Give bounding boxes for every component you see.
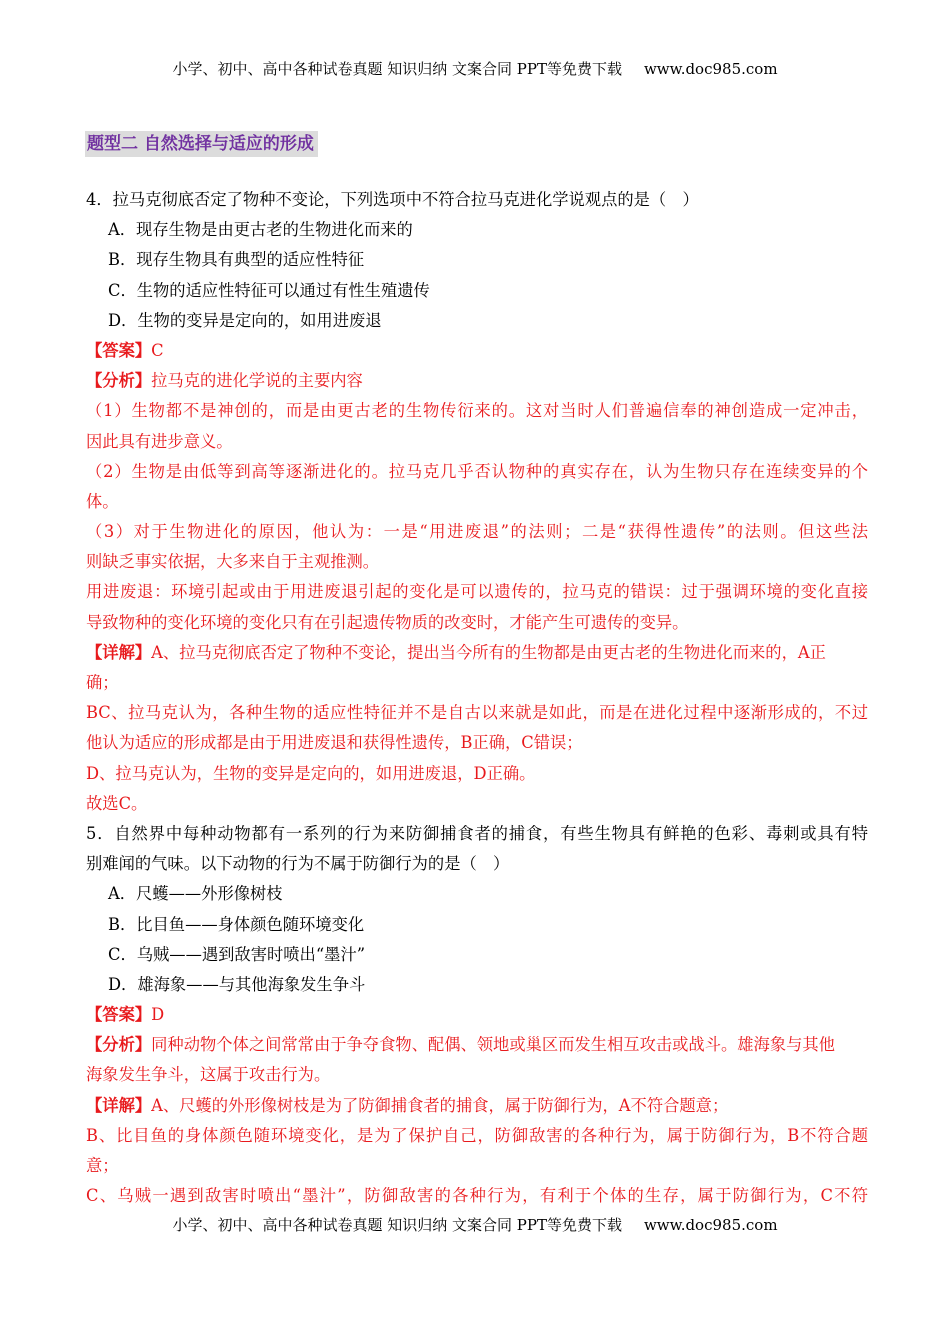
question-content <box>86 185 868 1211</box>
q5-option-d: D．雄海象——与其他海象发生争斗 <box>108 974 366 994</box>
section-title: 题型二 自然选择与适应的形成 <box>85 131 318 157</box>
q4-analysis-line: 导致物种的变化环境的变化只有在引起遗传物质的改变时，才能产生可遗传的变异。 <box>86 612 689 632</box>
answer-value: C <box>151 340 164 360</box>
q4-option-d: D．生物的变异是定向的，如用进废退 <box>108 310 382 330</box>
q4-detail-line: BC、拉马克认为，各种生物的适应性特征并不是自古以来就是如此，而是在进化过程中逐渐形成的，不过 <box>86 703 868 723</box>
q5-detail-line: 意； <box>86 1156 119 1175</box>
q4-analysis-line: 则缺乏事实依据，大多来自于主观推测。 <box>86 552 380 572</box>
q5-analysis-line: 海象发生争斗，这属于攻击行为。 <box>86 1065 331 1085</box>
q4-analysis-line: 因此具有进步意义。 <box>86 431 233 451</box>
analysis-label: 【分析】 <box>86 1035 152 1055</box>
q4-analysis-line: （1）生物都不是神创的，而是由更古老的生物传衍来的。这对当时人们普遍信奉的神创造成一定冲击， <box>86 401 868 421</box>
q5-option-c: C．乌贼——遇到敌害时喷出“墨汁” <box>108 944 366 964</box>
detail-text: A、尺蠖的外形像树枝是为了防御捕食者的捕食，属于防御行为，A不符合题意； <box>151 1095 729 1115</box>
q5-analysis-first <box>86 1030 868 1060</box>
detail-text: A、拉马克彻底否定了物种不变论，提出当今所有的生物都是由更古老的生物进化而来的，A正 <box>151 642 826 662</box>
detail-label: 【详解】 <box>86 642 152 662</box>
q4-detail-line: 他认为适应的形成都是由于用进废退和获得性遗传，B正确，C错误； <box>86 733 583 753</box>
q5-detail-line: C、乌贼一遇到敌害时喷出“墨汁”，防御敌害的各种行为，有利于个体的生存，属于防御行为，C不符 <box>86 1186 868 1206</box>
analysis-title: 拉马克的进化学说的主要内容 <box>151 371 363 391</box>
answer-value: D <box>151 1005 165 1025</box>
answer-label: 【答案】 <box>86 340 152 360</box>
analysis-text: 同种动物个体之间常常由于争夺食物、配偶、领地或巢区而发生相互攻击或战斗。雄海象与其他 <box>151 1035 835 1055</box>
q4-detail-line: 故选C。 <box>86 793 148 813</box>
q4-analysis-title <box>86 366 868 396</box>
detail-label: 【详解】 <box>86 1095 152 1115</box>
q4-option-c: C．生物的适应性特征可以通过有性生殖遗传 <box>108 280 430 300</box>
q4-analysis-line: 用进废退：环境引起或由于用进废退引起的变化是可以遗传的，拉马克的错误：过于强调环境的变化直接 <box>86 582 868 602</box>
q5-option-b: B．比目鱼——身体颜色随环境变化 <box>108 914 365 934</box>
page-header <box>0 58 950 79</box>
q4-option-a: A．现存生物是由更古老的生物进化而来的 <box>108 220 413 240</box>
q5-option-a: A．尺蠖——外形像树枝 <box>108 884 283 904</box>
header-url: www.doc985.com <box>643 60 778 78</box>
q4-analysis-line: （2）生物是由低等到高等逐渐进化的。拉马克几乎否认物种的真实存在，认为生物只存在连续变异的个 <box>86 461 868 481</box>
answer-label: 【答案】 <box>86 1005 152 1025</box>
q5-stem-line: 别难闻的气味。以下动物的行为不属于防御行为的是（ ） <box>86 854 510 874</box>
q5-detail-line: B、比目鱼的身体颜色随环境变化，是为了保护自己，防御敌害的各种行为，属于防御行为，B不符合题 <box>86 1125 868 1145</box>
q4-analysis-line: 体。 <box>86 491 119 511</box>
q4-detail-line: 确； <box>86 673 119 692</box>
q4-option-b: B．现存生物具有典型的适应性特征 <box>108 250 365 270</box>
analysis-label: 【分析】 <box>86 371 152 391</box>
q4-stem: 4．拉马克彻底否定了物种不变论，下列选项中不符合拉马克进化学说观点的是（ ） <box>86 190 699 209</box>
footer-text: 小学、初中、高中各种试卷真题 知识归纳 文案合同 PPT等免费下载 <box>172 1216 622 1234</box>
page-footer <box>0 1214 950 1235</box>
q5-detail-first <box>86 1091 868 1121</box>
footer-url: www.doc985.com <box>643 1216 778 1234</box>
q4-analysis-line: （3）对于生物进化的原因，他认为：一是“用进废退”的法则；二是“获得性遗传”的法则。但这些法 <box>86 522 868 542</box>
q4-detail-line: D、拉马克认为，生物的变异是定向的，如用进废退，D正确。 <box>86 763 536 783</box>
q5-stem-line: 5．自然界中每种动物都有一系列的行为来防御捕食者的捕食，有些生物具有鲜艳的色彩、毒刺或具有特 <box>86 823 868 843</box>
q4-detail-first <box>86 638 868 668</box>
header-text: 小学、初中、高中各种试卷真题 知识归纳 文案合同 PPT等免费下载 <box>172 60 622 78</box>
q5-answer <box>86 1000 868 1030</box>
q4-answer <box>86 336 868 366</box>
